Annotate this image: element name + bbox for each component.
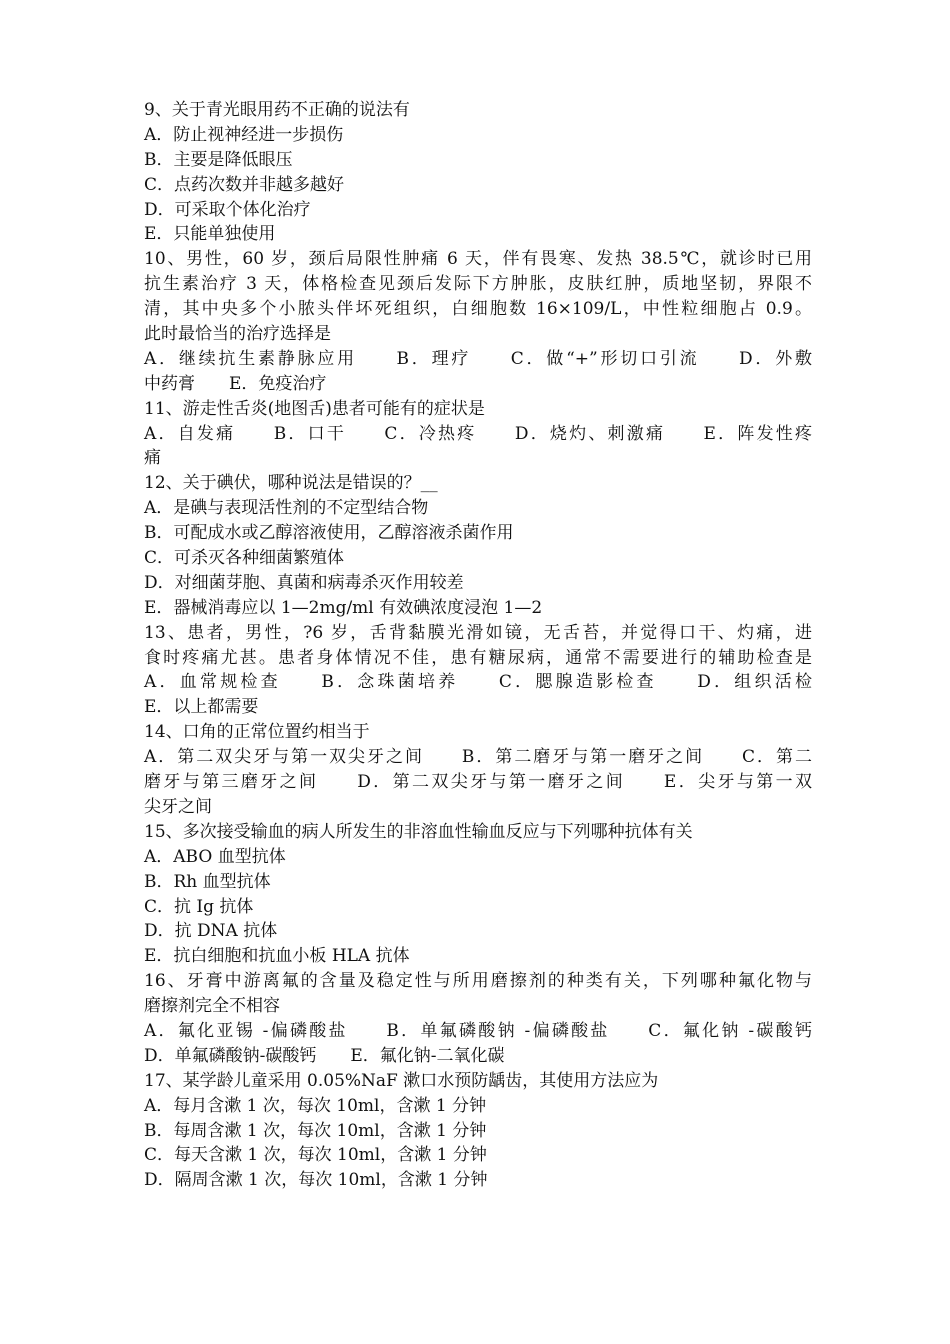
question-12 (144, 471, 812, 620)
options-line: A．继续抗生素静脉应用 B．理疗 C．做“+”形切口引流 D．外敷 (144, 348, 812, 369)
options-line: A．血常规检查 B．念珠菌培养 C．腮腺造影检查 D．组织活检 (144, 672, 812, 693)
option-a: A．防止视神经进一步损伤 (144, 124, 344, 145)
option-d: D．隔周含漱 1 次，每次 10ml，含漱 1 分钟 (144, 1170, 488, 1191)
options-line: D．单氟磷酸钠-碳酸钙 E．氟化钠-二氧化碳 (144, 1045, 505, 1066)
option-c: C．点药次数并非越多越好 (144, 174, 345, 195)
question-text: 抗生素治疗 3 天，体格检查见颈后发际下方肿胀，皮肤红肿，质地坚韧，界限不 (144, 274, 812, 295)
option-c: C．可杀灭各种细菌繁殖体 (144, 548, 345, 569)
question-text: 食时疼痛尤甚。患者身体情况不佳，患有糖尿病，通常不需要进行的辅助检查是 (144, 647, 812, 668)
question-text: 12、关于碘伏，哪种说法是错误的？__ (144, 473, 438, 494)
question-text: 13、患者，男性，?6 岁，舌背黏膜光滑如镜，无舌苔，并觉得口干、灼痛，进 (144, 622, 812, 643)
question-13 (144, 621, 812, 721)
question-text: 14、口角的正常位置约相当于 (144, 722, 370, 743)
question-11 (144, 397, 812, 472)
option-a: A．是碘与表现活性剂的不定型结合物 (144, 498, 429, 519)
options-line: A．氟化亚锡 -偏磷酸盐 B．单氟磷酸钠 -偏磷酸盐 C．氟化钠 -碳酸钙 (144, 1020, 812, 1041)
option-e: E．抗白细胞和抗血小板 HLA 抗体 (144, 946, 410, 967)
options-line: A．第二双尖牙与第一双尖牙之间 B．第二磨牙与第一磨牙之间 C．第二 (144, 747, 812, 768)
question-text: 15、多次接受输血的病人所发生的非溶血性输血反应与下列哪种抗体有关 (144, 821, 693, 842)
option-d: D．可采取个体化治疗 (144, 199, 311, 220)
options-line: 尖牙之间 (144, 796, 212, 817)
question-text: 9、关于青光眼用药不正确的说法有 (144, 100, 410, 120)
option-c: C．每天含漱 1 次，每次 10ml，含漱 1 分钟 (144, 1145, 487, 1166)
option-e: E．只能单独使用 (144, 224, 276, 245)
option-d: D．抗 DNA 抗体 (144, 921, 278, 942)
question-16 (144, 969, 812, 1069)
option-a: A．ABO 血型抗体 (144, 846, 286, 867)
question-text: 17、某学龄儿童采用 0.05%NaF 漱口水预防龋齿，其使用方法应为 (144, 1070, 659, 1091)
options-line: 中药膏 E．免疫治疗 (144, 373, 327, 394)
question-text: 清，其中央多个小脓头伴坏死组织，白细胞数 16×109/L，中性粒细胞占 0.9。 (144, 299, 812, 320)
question-text: 10、男性，60 岁，颈后局限性肿痛 6 天，伴有畏寒、发热 38.5℃，就诊时已用 (144, 249, 812, 270)
option-b: B．每周含漱 1 次，每次 10ml，含漱 1 分钟 (144, 1120, 487, 1141)
options-line: 磨牙与第三磨牙之间 D．第二双尖牙与第一磨牙之间 E．尖牙与第一双 (144, 772, 812, 793)
question-14 (144, 720, 812, 820)
option-c: C．抗 Ig 抗体 (144, 896, 254, 917)
question-10 (144, 247, 812, 396)
question-text: 11、游走性舌炎(地图舌)患者可能有的症状是 (144, 398, 485, 419)
option-b: B．主要是降低眼压 (144, 149, 293, 170)
question-text: 磨擦剂完全不相容 (144, 996, 280, 1017)
question-9 (144, 98, 812, 247)
option-a: A．每月含漱 1 次，每次 10ml，含漱 1 分钟 (144, 1095, 487, 1116)
question-text: 16、牙膏中游离氟的含量及稳定性与所用磨擦剂的种类有关，下列哪种氟化物与 (144, 971, 812, 992)
option-e: E．以上都需要 (144, 697, 259, 718)
option-b: B．可配成水或乙醇溶液使用，乙醇溶液杀菌作用 (144, 523, 514, 544)
question-17 (144, 1069, 812, 1193)
option-d: D．对细菌芽胞、真菌和病毒杀灭作用较差 (144, 572, 464, 593)
question-text: 此时最恰当的治疗选择是 (144, 324, 331, 345)
question-15 (144, 820, 812, 969)
document-body (144, 98, 812, 1193)
options-line: A．自发痛 B．口干 C．冷热疼 D．烧灼、刺激痛 E．阵发性疼 (144, 423, 812, 444)
option-e: E．器械消毒应以 1—2mg/ml 有效碘浓度浸泡 1—2 (144, 597, 543, 618)
option-b: B．Rh 血型抗体 (144, 871, 271, 892)
options-line: 痛 (144, 448, 161, 469)
